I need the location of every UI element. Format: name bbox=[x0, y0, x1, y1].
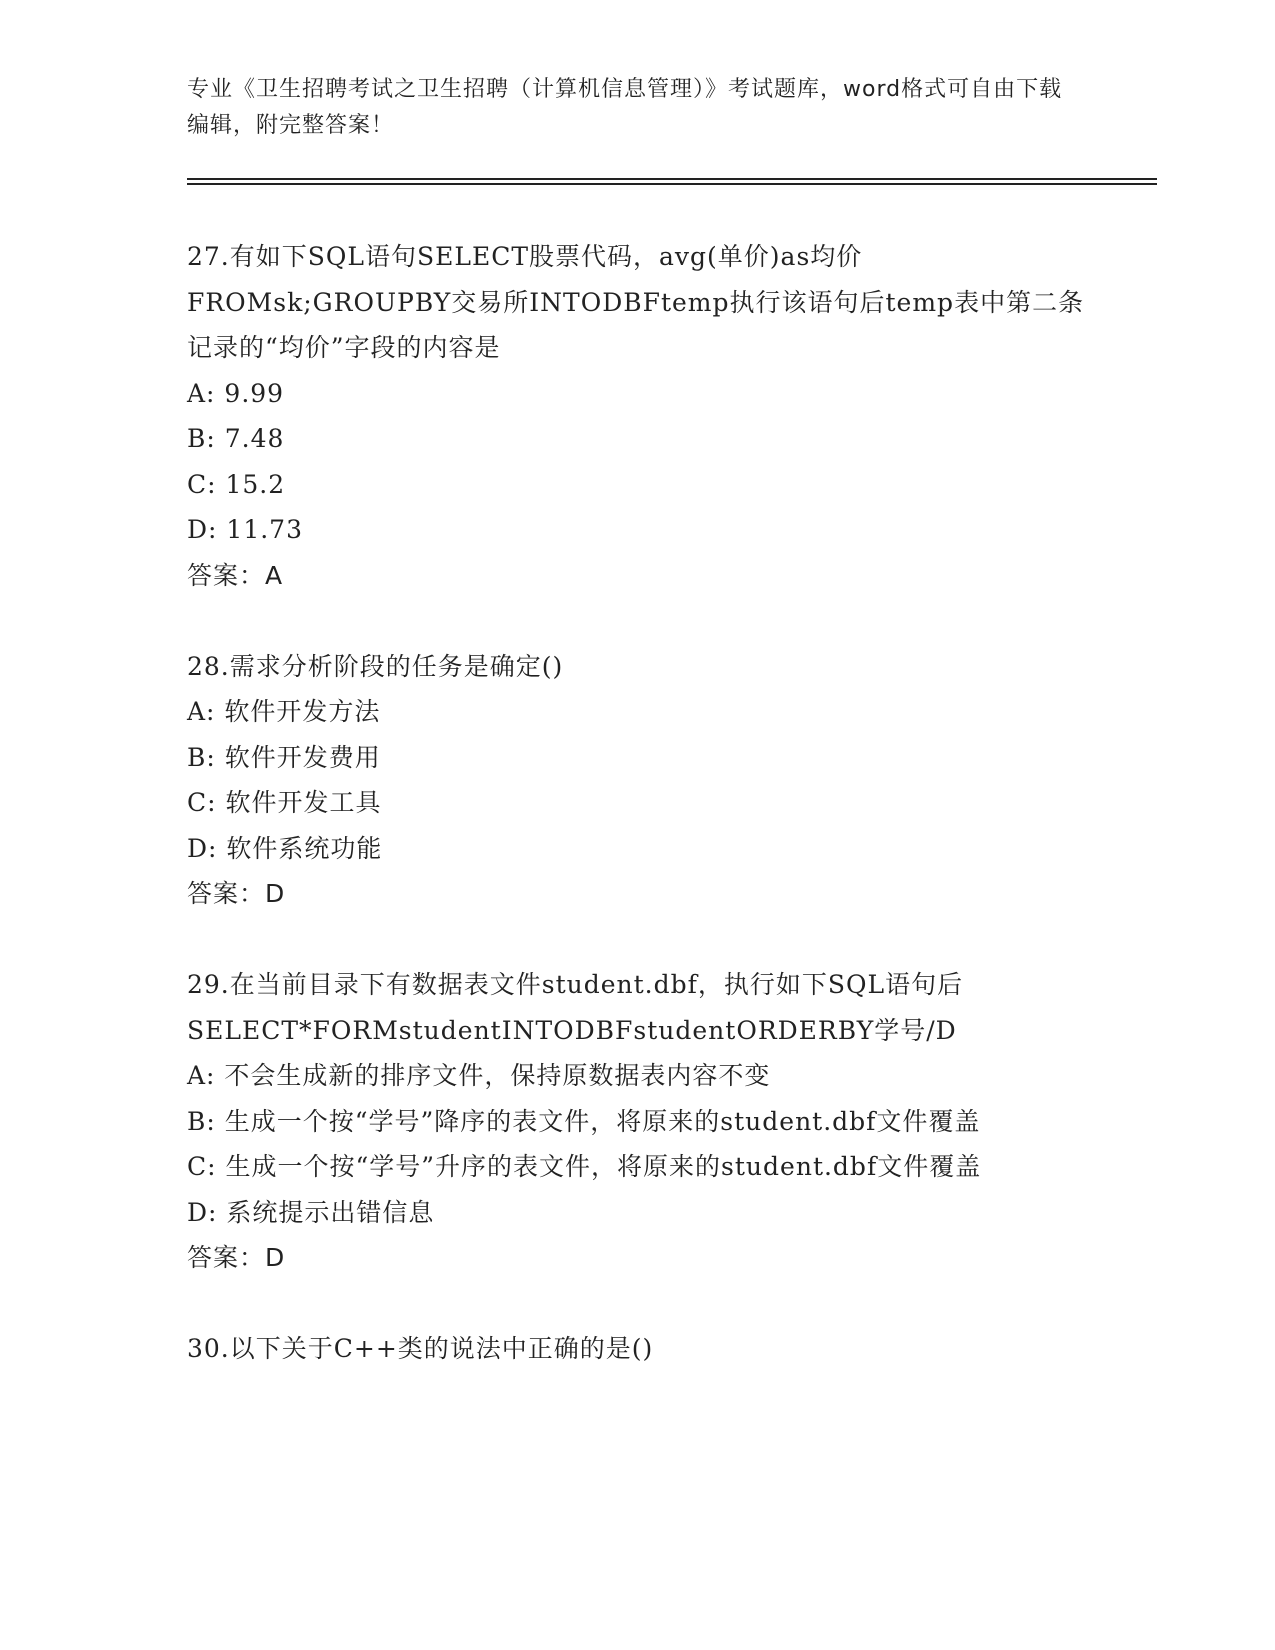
option-d: D: 11.73 bbox=[187, 515, 303, 544]
option-a: A: 软件开发方法 bbox=[187, 697, 381, 726]
answer-line: 答案：A bbox=[187, 560, 284, 590]
answer-line: 答案：D bbox=[187, 879, 286, 908]
question-30 bbox=[187, 1326, 1087, 1372]
answer-line: 答案：D bbox=[187, 1243, 286, 1272]
option-c: C: 15.2 bbox=[187, 469, 286, 499]
question-stem: 30.以下关于C++类的说法中正确的是() bbox=[187, 1334, 654, 1363]
option-b: B: 软件开发费用 bbox=[187, 742, 381, 772]
option-d: D: 软件系统功能 bbox=[187, 833, 383, 863]
option-c: C: 软件开发工具 bbox=[187, 788, 382, 817]
question-stem: 29.在当前目录下有数据表文件student.dbf，执行如下SQL语句后SELECT*FORMstudentINTODBFstudentORDERBY学号/D bbox=[187, 970, 964, 1045]
option-c: C: 生成一个按“学号”升序的表文件，将原来的student.dbf文件覆盖 bbox=[187, 1152, 982, 1181]
question-27 bbox=[187, 234, 1087, 598]
option-a: A: 不会生成新的排序文件，保持原数据表内容不变 bbox=[187, 1061, 771, 1090]
option-a: A: 9.99 bbox=[187, 378, 285, 408]
question-29 bbox=[187, 962, 1087, 1281]
header-divider-top bbox=[187, 178, 1157, 180]
question-stem: 28.需求分析阶段的任务是确定() bbox=[187, 651, 564, 681]
header-text: 专业《卫生招聘考试之卫生招聘（计算机信息管理）》考试题库，word格式可自由下载编辑，附完整答案！ bbox=[187, 77, 1063, 138]
option-b: B: 生成一个按“学号”降序的表文件，将原来的student.dbf文件覆盖 bbox=[187, 1106, 981, 1136]
option-d: D: 系统提示出错信息 bbox=[187, 1197, 435, 1227]
header-divider-bottom bbox=[187, 183, 1157, 185]
question-28 bbox=[187, 644, 1087, 917]
question-stem: 27.有如下SQL语句SELECT股票代码，avg(单价)as均价FROMsk;GROUPBY交易所INTODBFtemp执行该语句后temp表中第二条记录的“均价”字段的内容是 bbox=[187, 242, 1085, 362]
option-b: B: 7.48 bbox=[187, 424, 285, 453]
question-list bbox=[187, 234, 1087, 1417]
document-header bbox=[187, 72, 1077, 144]
